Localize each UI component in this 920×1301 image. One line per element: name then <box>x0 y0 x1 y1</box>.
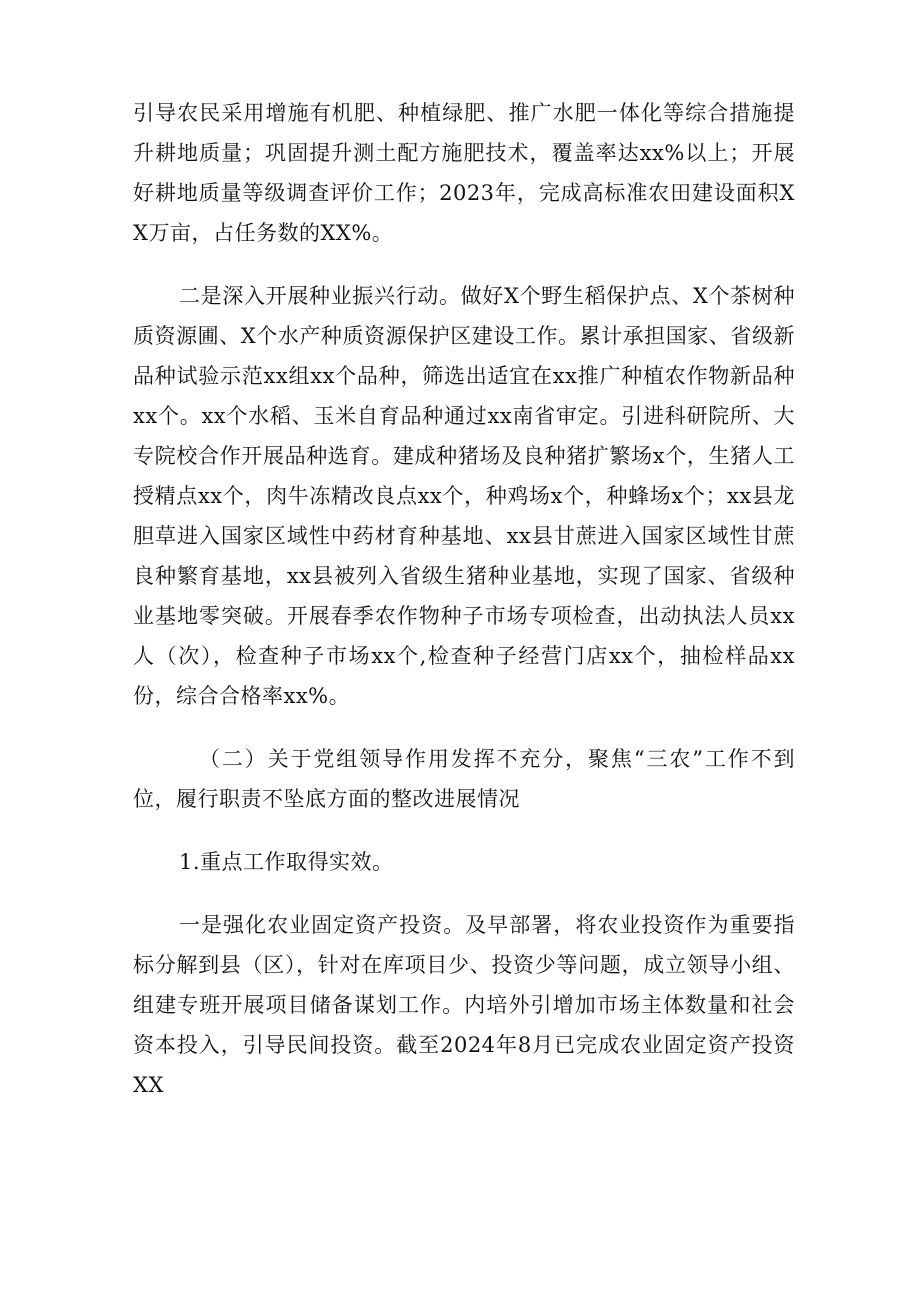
document-body <box>133 93 795 1105</box>
paragraph-farmland-quality: 引导农民采用增施有机肥、种植绿肥、推广水肥一体化等综合措施提升耕地质量；巩固提升测土配方施肥技术，覆盖率达xx%以上；开展好耕地质量等级调查评价工作；2023年，完成高标准农田建设面积XX万亩，占任务数的XX%。 <box>133 101 795 245</box>
paragraph-fixed-asset-investment: 一是强化农业固定资产投资。及早部署，将农业投资作为重要指标分解到县（区），针对在库项目少、投资少等问题，成立领导小组、组建专班开展项目储备谋划工作。内培外引增加市场主体数量和社会资本投入，引导民间投资。截至2024年8月已完成农业固定资产投资XX <box>133 913 795 1097</box>
section-heading-party-leadership: （二）关于党组领导作用发挥不充分，聚焦“三农”工作不到位，履行职责不坠底方面的整改进展情况 <box>133 747 795 811</box>
subheading-key-work: 1.重点工作取得实效。 <box>179 850 394 874</box>
paragraph-seed-industry: 二是深入开展种业振兴行动。做好X个野生稻保护点、X个茶树种质资源圃、X个水产种质资源保护区建设工作。累计承担国家、省级新品种试验示范xx组xx个品种，筛选出适宜在xx推广种植农作物新品种xx个。xx个水稻、玉米自育品种通过xx南省审定。引进科研院所、大专院校合作开展品种选育。建成种猪场及良种猪扩繁场x个，生猪人工授精点xx个，肉牛冻精改良点xx个，种鸡场x个，种蜂场x个；xx县龙胆草进入国家区域性中药材育种基地、xx县甘蔗进入国家区域性甘蔗良种繁育基地，xx县被列入省级生猪种业基地，实现了国家、省级种业基地零突破。开展春季农作物种子市场专项检查，出动执法人员xx人（次），检查种子市场xx个,检查种子经营门店xx个，抽检样品xx份，综合合格率xx%。 <box>133 284 795 708</box>
